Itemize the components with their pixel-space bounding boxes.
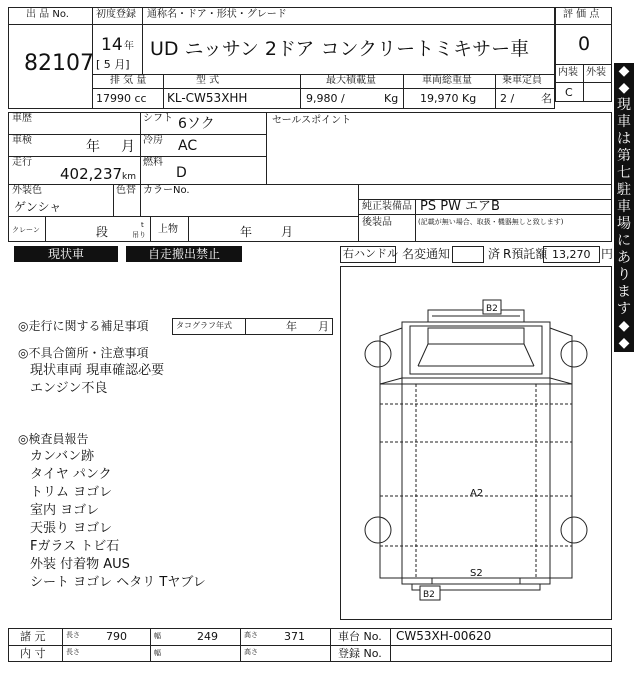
exterior-label: 外装	[586, 67, 606, 78]
r-meter-unit: 円	[601, 247, 614, 261]
inspector-title: ◎検査員報告	[18, 432, 89, 446]
side-banner-char: り	[617, 267, 631, 283]
side-banner-char: 場	[617, 216, 631, 232]
capacity-unit: 名	[541, 92, 552, 105]
side-banner-char: 七	[617, 165, 631, 181]
inspection-label: 車検	[12, 135, 32, 146]
color-no-label: カラーNo.	[143, 185, 190, 196]
first-reg-month: [ 5 月]	[96, 58, 130, 71]
name-change-box	[452, 246, 484, 263]
side-banner-char: 駐	[617, 182, 631, 198]
chassis-label: 車台 No.	[338, 630, 382, 643]
bottom-mark: S2	[470, 568, 483, 579]
std-equip-label: 純正装備品	[362, 201, 412, 212]
fuel-label: 燃料	[143, 157, 163, 168]
side-banner-char: 車	[617, 114, 631, 130]
inspection-year: 年	[86, 139, 100, 155]
width-label-row2: 幅	[154, 649, 161, 657]
gross-weight-value: 19,970 Kg	[420, 92, 477, 105]
tacho-label: タコグラフ年式	[176, 321, 232, 330]
length-label-row2: 長さ	[66, 648, 80, 656]
dims-label: 諸 元	[20, 630, 46, 643]
r-meter-value: 13,270	[552, 248, 591, 261]
r-meter-label: R預託額	[503, 247, 548, 261]
front-mark: B2	[486, 304, 498, 314]
shift-label: シフト	[143, 113, 173, 124]
current-vehicle-badge: 現状車	[14, 246, 118, 262]
width-value: 249	[197, 630, 218, 643]
interior-dims-label: 内 寸	[20, 647, 46, 660]
grade-value: 0	[578, 33, 591, 55]
ac-label: 冷房	[143, 135, 163, 146]
side-banner-char: ◆	[618, 80, 630, 96]
crane-label: クレーン	[12, 226, 40, 234]
crane-lift: 吊り	[132, 231, 146, 239]
aftermarket-note: (記載が無い場合、取扱・機器無しと致します)	[418, 218, 564, 226]
side-banner-char: 車	[617, 199, 631, 215]
history-label: 車歴	[12, 113, 32, 124]
side-banner-char: に	[617, 233, 631, 249]
side-banner-char: す	[617, 301, 631, 317]
mileage-label: 走行	[12, 157, 32, 168]
side-banner-char: ◆	[618, 318, 630, 334]
first-reg-year: 14	[101, 35, 123, 55]
side-banner-char: ま	[617, 284, 631, 300]
side-banner	[614, 63, 634, 352]
side-banner-char: ◆	[618, 63, 630, 79]
inspector-line: カンバン跡	[30, 449, 95, 464]
height-label: 高さ	[244, 631, 258, 639]
displacement-value: 17990 cc	[96, 92, 147, 105]
side-banner-char: は	[617, 131, 631, 147]
ac-value: AC	[178, 138, 198, 154]
upper-label: 上物	[158, 224, 178, 235]
type-value: KL-CW53XHH	[167, 91, 248, 105]
type-label: 型 式	[196, 75, 220, 86]
aftermarket-label: 後装品	[362, 217, 392, 228]
upper-year: 年	[240, 225, 253, 239]
tacho-year: 年	[286, 320, 297, 333]
interior-grade: C	[565, 86, 573, 99]
defects-title: ◎不具合箇所・注意事項	[18, 346, 149, 360]
supplement-title: ◎走行に関する補足事項	[18, 319, 149, 333]
side-banner-char: 第	[617, 148, 631, 164]
first-reg-label: 初度登録	[96, 9, 136, 20]
max-load-unit: Kg	[384, 92, 399, 105]
inspection-month: 月	[121, 139, 135, 155]
inspector-line: シート ヨゴレ ヘタリ Tヤブレ	[30, 575, 206, 590]
color-change-label: 色替	[116, 185, 136, 196]
grade-label: 評 価 点	[563, 9, 600, 20]
length-value: 790	[106, 630, 127, 643]
capacity-value: 2 /	[500, 92, 515, 105]
self-drive-prohibited-badge: 自走搬出禁止	[126, 246, 242, 262]
std-equip-value: PS PW エアB	[420, 199, 500, 214]
interior-label: 内装	[558, 67, 578, 78]
inspector-line: 天張り ヨゴレ	[30, 521, 113, 536]
name-change-label: 名変通知	[402, 247, 451, 261]
chassis-value: CW53XH-00620	[396, 629, 492, 643]
lot-number: 82107	[24, 51, 94, 76]
side-banner-char: あ	[617, 250, 631, 266]
shift-value: 6ソク	[178, 116, 215, 132]
width-label: 幅	[154, 632, 161, 640]
inspector-line: Fガラス トビ石	[30, 539, 120, 554]
sales-point-label: セールスポイント	[272, 115, 352, 126]
capacity-label: 乗車定員	[502, 75, 542, 86]
displacement-label: 排 気 量	[110, 75, 147, 86]
height-value: 371	[284, 630, 305, 643]
pending-label: 済	[488, 247, 501, 261]
inspector-line: 外装 付着物 AUS	[30, 557, 130, 572]
side-banner-char: ◆	[618, 335, 630, 351]
length-label: 長さ	[66, 631, 80, 639]
model-name-label: 通称名・ドア・形状・グレード	[147, 9, 287, 20]
crane-t: t	[141, 221, 144, 229]
ext-color-value: ゲンシャ	[14, 200, 62, 214]
ext-color-label: 外装色	[12, 185, 42, 196]
year-unit: 年	[124, 41, 134, 52]
upper-month: 月	[281, 225, 294, 239]
lot-label: 出 品 No.	[26, 9, 69, 20]
max-load-label: 最大積載量	[326, 75, 376, 86]
vehicle-diagram	[340, 266, 612, 620]
inspector-line: 室内 ヨゴレ	[30, 503, 100, 518]
rear-mark: B2	[423, 590, 435, 600]
center-mark: A2	[470, 488, 484, 499]
defect-line: エンジン不良	[30, 381, 108, 396]
fuel-value: D	[176, 165, 187, 181]
model-name: UD ニッサン 2ドア コンクリートミキサー車	[150, 38, 530, 60]
tacho-month: 月	[318, 320, 329, 333]
mileage-value: 402,237	[60, 165, 123, 183]
right-hand-label: 右ハンドル	[343, 247, 398, 260]
max-load-value: 9,980 /	[306, 92, 345, 105]
mileage-unit: km	[122, 172, 136, 182]
gross-weight-label: 車両総重量	[422, 75, 472, 86]
side-banner-char: 現	[617, 97, 631, 113]
crane-stage: 段	[96, 225, 109, 239]
defect-line: 現状車両 現車確認必要	[30, 363, 165, 378]
reg-label: 登録 No.	[338, 647, 382, 660]
inspector-line: タイヤ パンク	[30, 467, 112, 482]
height-label-row2: 高さ	[244, 648, 258, 656]
inspector-line: トリム ヨゴレ	[30, 485, 113, 500]
